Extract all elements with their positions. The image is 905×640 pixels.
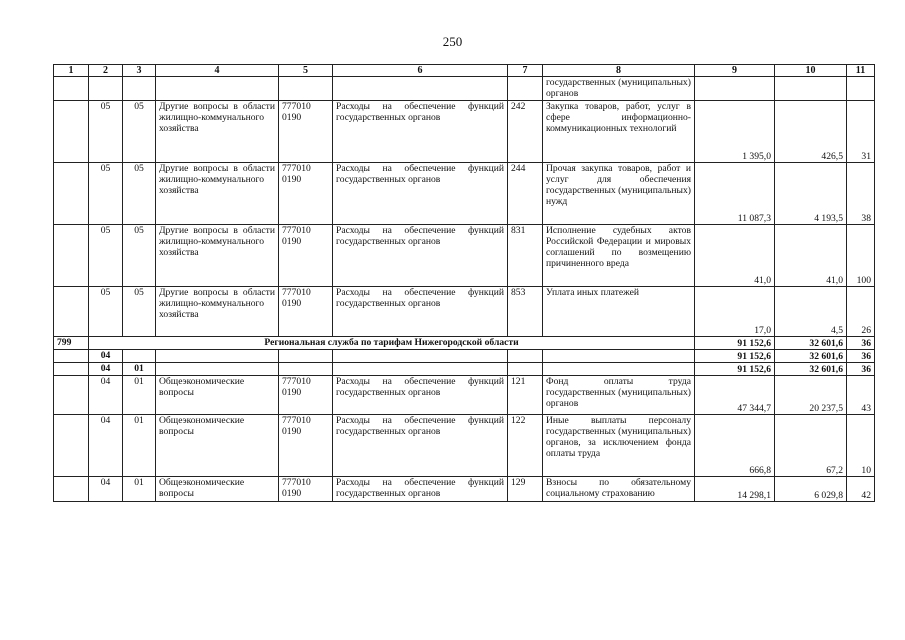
target-article-code: 777010 0190 <box>279 163 333 225</box>
executed-amount: 4 193,5 <box>775 163 847 225</box>
execution-percent: 42 <box>847 477 875 502</box>
approved-amount: 47 344,7 <box>695 376 775 415</box>
col-header-2: 2 <box>89 65 123 77</box>
expense-type-name: Уплата иных платежей <box>543 287 695 337</box>
target-article-name: Расходы на обеспечение функций государственных органов <box>333 163 508 225</box>
subsection-name: Другие вопросы в области жилищно-коммунального хозяйства <box>156 287 279 337</box>
executed-amount: 67,2 <box>775 415 847 477</box>
table-row <box>54 225 875 287</box>
executed-amount: 4,5 <box>775 287 847 337</box>
subsection-code: 05 <box>123 163 156 225</box>
target-article-name: Расходы на обеспечение функций государственных органов <box>333 101 508 163</box>
section-code: 05 <box>89 163 123 225</box>
target-article-code: 777010 0190 <box>279 376 333 415</box>
target-article-code: 777010 0190 <box>279 101 333 163</box>
table-row <box>54 376 875 415</box>
expense-type-name: Фонд оплаты труда государственных (муниципальных) органов <box>543 376 695 415</box>
col-header-9: 9 <box>695 65 775 77</box>
expense-type-name: Иные выплаты персоналу государственных (муниципальных) органов, за исключением фонда оплаты труда <box>543 415 695 477</box>
execution-percent: 36 <box>847 350 875 363</box>
target-article-name: Расходы на обеспечение функций государственных органов <box>333 477 508 502</box>
approved-amount: 17,0 <box>695 287 775 337</box>
col-header-5: 5 <box>279 65 333 77</box>
section-code: 04 <box>89 415 123 477</box>
table-row <box>54 415 875 477</box>
execution-percent: 43 <box>847 376 875 415</box>
target-article-name: Расходы на обеспечение функций государственных органов <box>333 415 508 477</box>
section-code: 04 <box>89 477 123 502</box>
execution-percent: 36 <box>847 363 875 376</box>
agency-name: Региональная служба по тарифам Нижегородской области <box>89 337 695 350</box>
section-code: 04 <box>89 376 123 415</box>
col-header-10: 10 <box>775 65 847 77</box>
execution-percent: 36 <box>847 337 875 350</box>
subsection-name: Общеэкономические вопросы <box>156 415 279 477</box>
approved-amount: 11 087,3 <box>695 163 775 225</box>
executed-amount: 20 237,5 <box>775 376 847 415</box>
col-header-8: 8 <box>543 65 695 77</box>
execution-percent: 38 <box>847 163 875 225</box>
subsection-code: 01 <box>123 363 156 376</box>
executed-amount: 32 601,6 <box>775 350 847 363</box>
approved-amount: 91 152,6 <box>695 350 775 363</box>
subsection-name: Общеэкономические вопросы <box>156 376 279 415</box>
section-code: 05 <box>89 101 123 163</box>
approved-amount: 1 395,0 <box>695 101 775 163</box>
expense-type-name: государственных (муниципальных) органов <box>543 77 695 101</box>
expense-type-code: 129 <box>508 477 543 502</box>
expense-type-name: Взносы по обязательному социальному страхованию <box>543 477 695 502</box>
page-number: 250 <box>442 34 463 49</box>
col-header-3: 3 <box>123 65 156 77</box>
expense-type-code: 831 <box>508 225 543 287</box>
executed-amount: 32 601,6 <box>775 337 847 350</box>
target-article-code: 777010 0190 <box>279 287 333 337</box>
subsection-name: Другие вопросы в области жилищно-коммунального хозяйства <box>156 101 279 163</box>
subsection-code: 05 <box>123 101 156 163</box>
execution-percent: 26 <box>847 287 875 337</box>
col-header-7: 7 <box>508 65 543 77</box>
section-total-row <box>54 350 875 363</box>
approved-amount: 91 152,6 <box>695 337 775 350</box>
subsection-code: 05 <box>123 225 156 287</box>
expense-type-name: Исполнение судебных актов Российской Федерации и мировых соглашений по возмещению причиненного вреда <box>543 225 695 287</box>
expense-type-code: 244 <box>508 163 543 225</box>
section-code: 05 <box>89 287 123 337</box>
approved-amount: 666,8 <box>695 415 775 477</box>
executed-amount: 426,5 <box>775 101 847 163</box>
executed-amount: 6 029,8 <box>775 477 847 502</box>
expense-type-name: Прочая закупка товаров, работ и услуг для обеспечения государственных (муниципальных) нужд <box>543 163 695 225</box>
table-row-continuation <box>54 77 875 101</box>
column-number-row <box>54 65 875 77</box>
section-code: 05 <box>89 225 123 287</box>
execution-percent: 100 <box>847 225 875 287</box>
budget-table <box>53 64 875 502</box>
agency-code: 799 <box>54 337 89 350</box>
table-row <box>54 287 875 337</box>
target-article-name: Расходы на обеспечение функций государственных органов <box>333 287 508 337</box>
approved-amount: 41,0 <box>695 225 775 287</box>
section-code: 04 <box>89 350 123 363</box>
subsection-name: Другие вопросы в области жилищно-коммунального хозяйства <box>156 163 279 225</box>
agency-total-row <box>54 337 875 350</box>
section-code: 04 <box>89 363 123 376</box>
subsection-code: 05 <box>123 287 156 337</box>
approved-amount: 91 152,6 <box>695 363 775 376</box>
subsection-name: Другие вопросы в области жилищно-коммунального хозяйства <box>156 225 279 287</box>
execution-percent: 31 <box>847 101 875 163</box>
expense-type-code: 122 <box>508 415 543 477</box>
expense-type-code: 121 <box>508 376 543 415</box>
executed-amount: 32 601,6 <box>775 363 847 376</box>
expense-type-name: Закупка товаров, работ, услуг в сфере информационно-коммуникационных технологий <box>543 101 695 163</box>
subsection-name: Общеэкономические вопросы <box>156 477 279 502</box>
col-header-6: 6 <box>333 65 508 77</box>
subsection-total-row <box>54 363 875 376</box>
execution-percent: 10 <box>847 415 875 477</box>
col-header-1: 1 <box>54 65 89 77</box>
table-row <box>54 163 875 225</box>
target-article-code: 777010 0190 <box>279 477 333 502</box>
table-row <box>54 477 875 502</box>
target-article-code: 777010 0190 <box>279 415 333 477</box>
target-article-name: Расходы на обеспечение функций государственных органов <box>333 225 508 287</box>
approved-amount: 14 298,1 <box>695 477 775 502</box>
table-row <box>54 101 875 163</box>
subsection-code: 01 <box>123 477 156 502</box>
expense-type-code: 853 <box>508 287 543 337</box>
col-header-4: 4 <box>156 65 279 77</box>
subsection-code: 01 <box>123 376 156 415</box>
expense-type-code: 242 <box>508 101 543 163</box>
target-article-code: 777010 0190 <box>279 225 333 287</box>
executed-amount: 41,0 <box>775 225 847 287</box>
target-article-name: Расходы на обеспечение функций государственных органов <box>333 376 508 415</box>
col-header-11: 11 <box>847 65 875 77</box>
subsection-code: 01 <box>123 415 156 477</box>
